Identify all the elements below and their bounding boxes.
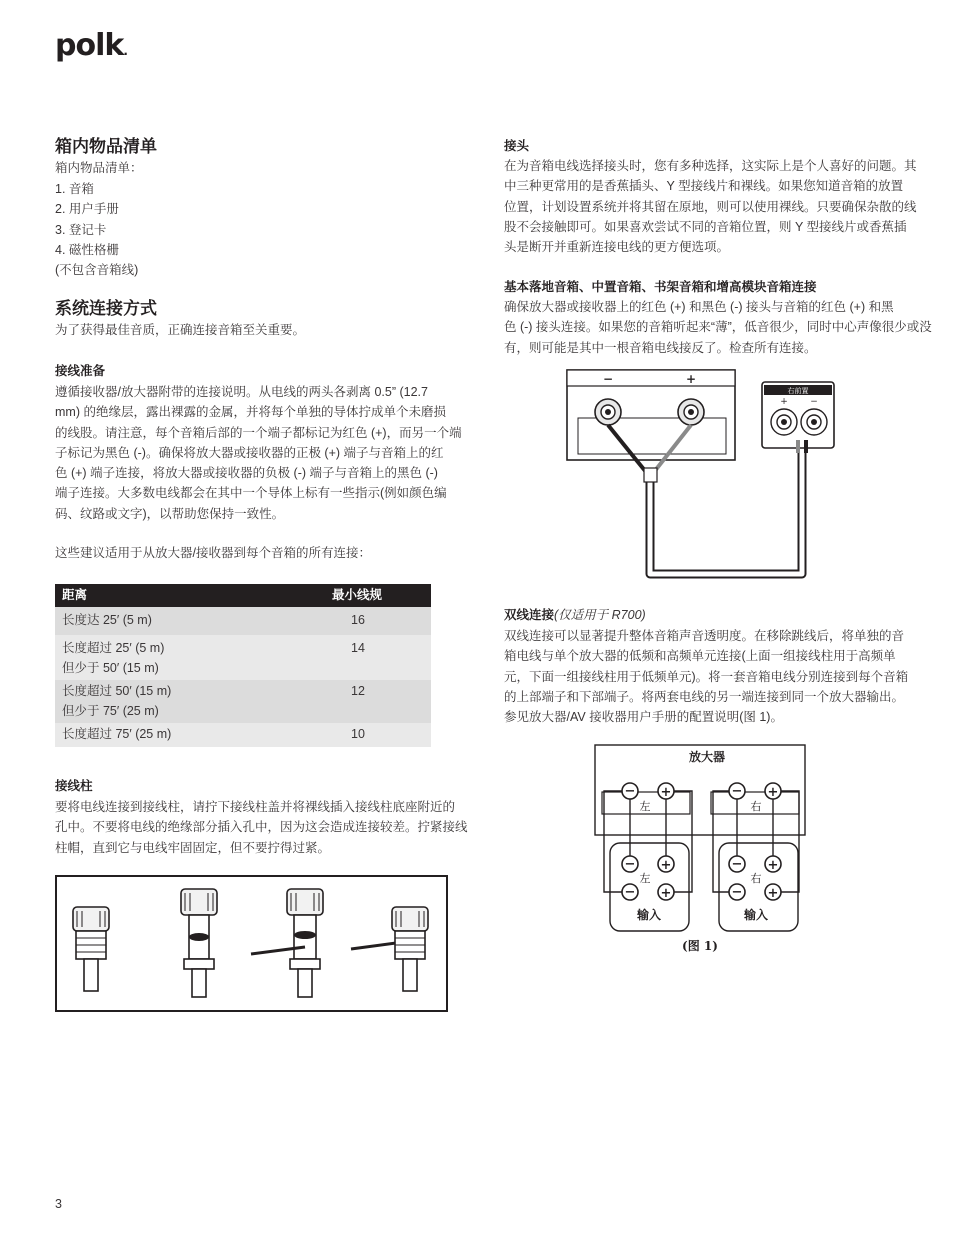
- minus-label: −: [624, 885, 636, 900]
- panel-label: 右前置: [787, 387, 809, 395]
- text-line: 的上部端子和下部端子。将两套电线的另一端连接到同一个放大器输出。: [504, 689, 905, 704]
- post-title: 接线柱: [55, 778, 93, 793]
- table-row: [55, 635, 431, 680]
- speaker-connect-title: 基本落地音箱、中置音箱、书架音箱和增高模块音箱连接: [504, 279, 817, 294]
- biwire-diagram: [594, 744, 808, 958]
- text-line: 头是断开并重新连接电线的更方便选项。: [504, 240, 730, 255]
- biwire-paragraph: [504, 626, 908, 727]
- row-gauge: 16: [351, 613, 365, 627]
- text-line: 要将电线连接到接线柱，请拧下接线柱盖并将裸线插入接线柱底座附近的: [55, 800, 456, 814]
- text-line: 股不会接触即可。如果喜欢尝试不同的音箱位置，则 Y 型接线片或香蕉插: [504, 219, 907, 234]
- row-distance: 长度超过 25′ (5 m): [62, 641, 165, 655]
- right-label: 右: [750, 872, 762, 885]
- biwire-title-text: 双线连接: [504, 607, 555, 622]
- text-line: 双线连接可以显著提升整体音箱声音透明度。在移除跳线后，将单独的音: [504, 629, 905, 643]
- text-line: 元，下面一组接线柱用于低频单元)。将一套音箱电线分别连接到每个音箱: [504, 669, 909, 684]
- receiver-negative-terminal-icon: [801, 409, 827, 435]
- wire-gauge-table: [55, 584, 431, 747]
- minus-label: −: [624, 857, 636, 872]
- contents-list: [55, 179, 138, 280]
- prep-title: 接线准备: [55, 363, 106, 378]
- speaker-wiring-diagram: [562, 368, 852, 582]
- text-line: 箱电线与单个放大器的低频和高频单元连接(上面一组接线柱用于高频单: [504, 649, 896, 664]
- plus-label: +: [685, 372, 697, 386]
- plus-label: +: [767, 858, 779, 873]
- plus-label: +: [660, 785, 672, 800]
- row-gauge: 12: [351, 684, 365, 698]
- right-label: 右: [750, 800, 762, 813]
- row-gauge: 10: [351, 727, 365, 741]
- plus-label: +: [660, 886, 672, 901]
- text-line: 色 (+) 端子连接，将放大器或接收器的负极 (-) 端子与音箱上的黑色 (-): [55, 466, 438, 481]
- text-line: 遵循接收器/放大器附带的连接说明。从电线的两头各剥离 0.5” (12.7: [55, 385, 428, 399]
- row-gauge: 14: [351, 641, 365, 655]
- minus-label: −: [731, 784, 743, 799]
- biwire-note: (仅适用于 R700): [554, 608, 646, 622]
- text-line: 子标记为黑色 (-)。确保将放大器或接收器的正极 (+) 端子与音箱上的红: [55, 445, 444, 460]
- list-item: 3. 登记卡: [55, 222, 107, 237]
- text-line: 柱帽，直到它与电线牢固固定，但不要拧得过紧。: [55, 840, 331, 855]
- page-number: 3: [55, 1197, 62, 1211]
- text-line: 的线股。请注意，每个音箱后部的一个端子都标记为红色 (+)，而另一个端: [55, 425, 462, 440]
- text-line: mm) 的绝缘层，露出裸露的金属，并将每个单独的导体拧成单个未磨损: [55, 405, 446, 420]
- text-line: 孔中。不要将电线的绝缘部分插入孔中，因为这会造成连接较差。拧紧接线: [55, 820, 468, 835]
- list-item: 1. 音箱: [55, 182, 94, 196]
- speaker-connect-paragraph: [504, 297, 932, 358]
- binding-post-illustration: [55, 875, 448, 1012]
- text-line: 有，则可能是其中一根音箱电线接反了。检查所有连接。: [504, 340, 817, 355]
- row-distance: 长度超过 50′ (15 m): [62, 684, 172, 698]
- minus-label: −: [731, 857, 743, 872]
- prep-paragraph: [55, 382, 462, 524]
- text-line: 确保放大器或接收器上的红色 (+) 和黑色 (-) 接头与音箱的红色 (+) 和黑: [504, 300, 894, 314]
- positive-terminal-icon: [678, 399, 704, 425]
- plus-label: +: [660, 858, 672, 873]
- row-distance: 长度超过 75′ (25 m): [62, 727, 172, 741]
- negative-terminal-icon: [595, 399, 621, 425]
- text-line: 在为音箱电线选择接头时，您有多种选择，这实际上是个人喜好的问题。其: [504, 159, 917, 173]
- plus-label: +: [767, 785, 779, 800]
- text-line: 中三种更常用的是香蕉插头、Y 型接线片和裸线。如果您知道音箱的放置: [504, 179, 904, 194]
- text-line: 色 (-) 接头连接。如果您的音箱听起来“薄”，低音很少，同时中心声像很少或没: [504, 320, 932, 335]
- post-paragraph: [55, 797, 468, 858]
- panel-minus-label: −: [810, 397, 818, 407]
- list-item: 4. 磁性格栅: [55, 242, 119, 257]
- table-row: [55, 607, 431, 635]
- row-distance-limit: 但少于 50′ (15 m): [62, 661, 159, 675]
- advice-text: 这些建议适用于从放大器/接收器到每个音箱的所有连接：: [55, 546, 371, 560]
- row-distance-limit: 但少于 75′ (25 m): [62, 704, 159, 718]
- header-gauge: 最小线规: [332, 587, 383, 602]
- contents-title: 箱内物品清单: [55, 137, 157, 157]
- polk-logo: polk.: [55, 28, 127, 63]
- amp-label: 放大器: [688, 750, 726, 764]
- text-line: 码、纹路或文字)，以帮助您保持一致性。: [55, 506, 285, 521]
- contents-intro: 箱内物品清单：: [55, 161, 143, 175]
- header-distance: 距离: [62, 587, 88, 602]
- list-item: 2. 用户手册: [55, 202, 119, 217]
- connectors-paragraph: [504, 156, 917, 257]
- panel-plus-label: +: [780, 397, 788, 407]
- connect-intro: 为了获得最佳音质，正确连接音箱至关重要。: [55, 323, 306, 337]
- minus-label: −: [731, 885, 743, 900]
- table-row: [55, 680, 431, 723]
- table-header: [55, 584, 431, 607]
- left-label: 左: [639, 872, 651, 885]
- input-label: 输入: [636, 908, 662, 922]
- input-label: 输入: [743, 908, 769, 922]
- list-item: (不包含音箱线): [55, 263, 139, 278]
- minus-label: −: [624, 784, 636, 799]
- plus-label: +: [767, 886, 779, 901]
- connectors-title: 接头: [504, 138, 530, 153]
- connect-title: 系统连接方式: [55, 299, 157, 319]
- receiver-positive-terminal-icon: [771, 409, 797, 435]
- text-line: 位置，计划设置系统并将其留在原地，则可以使用裸线。只要确保杂散的线: [504, 199, 917, 214]
- figure-caption: (图 1): [682, 939, 718, 953]
- text-line: 参见放大器/AV 接收器用户手册的配置说明(图 1)。: [504, 710, 783, 725]
- table-row: [55, 723, 431, 747]
- biwire-title: [504, 606, 646, 624]
- text-line: 端子连接。大多数电线都会在其中一个导体上标有一些指示(例如颜色编: [55, 486, 447, 501]
- row-distance: 长度达 25′ (5 m): [62, 613, 152, 627]
- minus-label: −: [602, 372, 614, 386]
- left-label: 左: [639, 800, 651, 813]
